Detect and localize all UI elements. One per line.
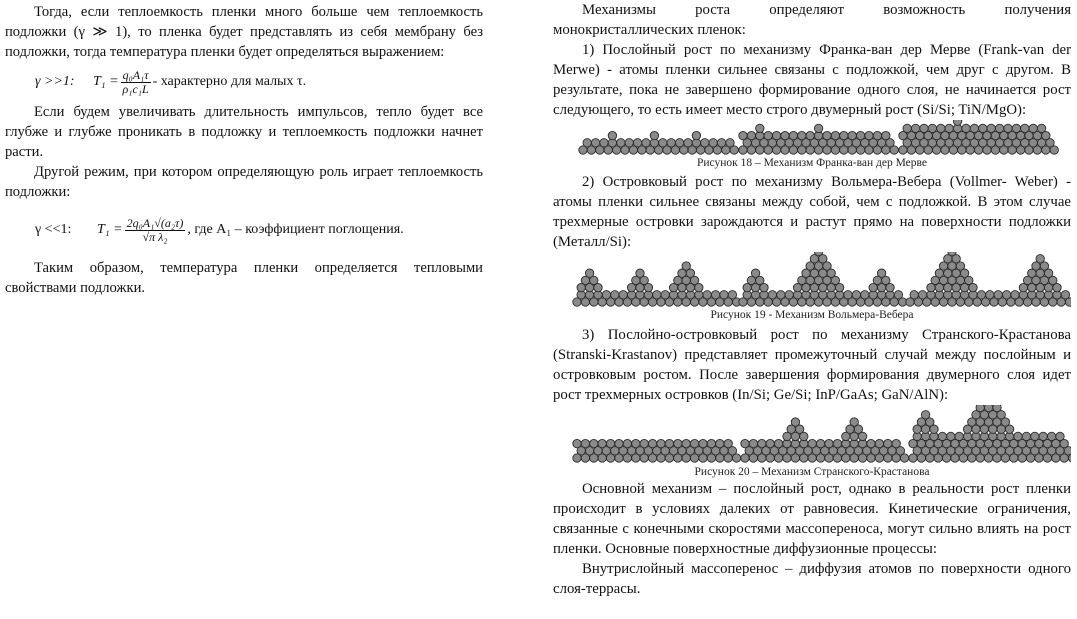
atom — [717, 139, 725, 147]
formula-gamma-large — [5, 62, 483, 102]
atom — [918, 291, 926, 299]
atom — [636, 269, 644, 277]
atom — [976, 405, 984, 412]
atom — [623, 439, 631, 447]
atom — [674, 439, 682, 447]
formula-condition: γ >>1: — [35, 74, 75, 89]
figure-caption: Рисунок 18 – Механизм Франка-ван дер Мерве — [696, 157, 928, 169]
atom — [600, 139, 608, 147]
atom — [659, 139, 667, 147]
atom — [1039, 432, 1047, 440]
atom — [617, 139, 625, 147]
atom — [602, 291, 610, 299]
atom — [977, 291, 985, 299]
atom — [682, 439, 690, 447]
atom — [995, 124, 1003, 132]
paragraph: 2) Островковый рост по механизму Вольмера-Вебера (Vollmer- Weber) - атомы пленки сильнее связаны между собой, чем с подложкой. В этом случае трехмерные островки зарождаются и растут прямо на поверхности подложки (Металл/Si): — [553, 174, 1071, 250]
atom — [766, 439, 774, 447]
atom — [749, 439, 757, 447]
atom — [581, 439, 589, 447]
atom — [814, 124, 822, 132]
atom — [1002, 291, 1010, 299]
atom — [583, 139, 591, 147]
atom — [720, 291, 728, 299]
atom — [590, 439, 598, 447]
atom — [1014, 432, 1022, 440]
fraction-numerator: 2q₀A₁√(a₂τ) — [126, 215, 184, 230]
atom — [1012, 124, 1020, 132]
atom — [1011, 291, 1019, 299]
atom — [861, 291, 869, 299]
atom — [1031, 432, 1039, 440]
atom — [675, 139, 683, 147]
atom — [911, 124, 919, 132]
atom — [724, 439, 732, 447]
atom — [816, 439, 824, 447]
atom — [806, 131, 814, 139]
atom — [709, 139, 717, 147]
atom — [573, 439, 581, 447]
atom — [772, 131, 780, 139]
paragraph: Основной механизм – послойный рост, однако в реальности рост пленки происходит в условиях далеких от равновесия. Кинетические ограничения, связанные с конечными скоростями массопереноса, могут сильно влиять на рост пленки. Основные поверхностные диффузионные процессы: — [553, 481, 1071, 557]
figure-caption: Рисунок 19 - Механизм Вольмера-Вебера — [710, 309, 914, 321]
atom — [615, 439, 623, 447]
atom — [640, 439, 648, 447]
atom — [823, 131, 831, 139]
atom — [699, 439, 707, 447]
figure-volmer-weber — [553, 252, 1071, 308]
formula-tail: , где A₁ – коэффициент поглощения. — [187, 222, 404, 237]
atom — [661, 291, 669, 299]
atom — [1056, 432, 1064, 440]
atom — [1029, 124, 1037, 132]
atom — [984, 405, 992, 412]
atom — [789, 131, 797, 139]
paragraph: 3) Послойно-островковый рост по механизму Странского-Крастанова (Stranski-Krastanov) представляет промежуточный случай между послойным и островковым ростом. После завершения формирования двумерного слоя идет рост трехмерных островков (In/Si; Ge/Si; InP/GaAs; GaN/AlN): — [553, 327, 1071, 403]
atom — [785, 291, 793, 299]
formula-fraction — [121, 69, 151, 96]
atom — [711, 291, 719, 299]
atom — [894, 291, 902, 299]
atom — [684, 139, 692, 147]
atom — [642, 139, 650, 147]
fraction-numerator: q₀A₁τ — [122, 67, 149, 82]
atom — [910, 291, 918, 299]
atom — [979, 124, 987, 132]
formula-condition: γ <<1: — [35, 222, 72, 237]
paragraph: Таким образом, температура пленки определяется тепловыми свойствами подложки. — [5, 260, 483, 296]
atom — [777, 291, 785, 299]
atom — [690, 439, 698, 447]
atom — [867, 439, 875, 447]
formula-gamma-small — [5, 202, 483, 258]
left-column — [5, 0, 483, 298]
atom — [682, 262, 690, 270]
atom — [728, 291, 736, 299]
atom — [920, 124, 928, 132]
formula-lhs: T₁ = — [97, 222, 123, 237]
atom — [884, 439, 892, 447]
atom — [882, 131, 890, 139]
atom — [701, 139, 709, 147]
atom — [1004, 124, 1012, 132]
atom — [875, 439, 883, 447]
atom — [774, 439, 782, 447]
atom — [781, 131, 789, 139]
formula-tail: - характерно для малых τ. — [152, 74, 307, 89]
atom — [928, 124, 936, 132]
atom — [608, 131, 616, 139]
atom — [791, 418, 799, 426]
atom — [657, 439, 665, 447]
atom — [955, 432, 963, 440]
atom — [764, 131, 772, 139]
atom — [970, 124, 978, 132]
atom — [808, 439, 816, 447]
atom — [650, 131, 658, 139]
paragraph: 1) Послойный рост по механизму Франка-ван дер Мерве (Frank-van der Merwe) - атомы пленки сильнее связаны с подложкой, чем друг с другом. В результате, пока не завершено формирование одного слоя, не начинается рост следующего, то есть имеет место строго двумерный рост (Si/Si; TiN/MgO): — [553, 42, 1071, 118]
atom — [831, 131, 839, 139]
fraction-denominator: √π λ₂ — [142, 229, 168, 244]
atom — [751, 269, 759, 277]
atom — [848, 131, 856, 139]
atom — [625, 139, 633, 147]
atom — [852, 291, 860, 299]
atom — [633, 139, 641, 147]
paragraph: Тогда, если теплоемкость пленки много больше чем теплоемкость подложки (γ ≫ 1), то пленка будет представлять из себя мембрану без подложки, тогда температура пленки будет определяться выражением: — [5, 4, 483, 60]
atom — [747, 131, 755, 139]
atom — [653, 291, 661, 299]
atom — [632, 439, 640, 447]
fraction-denominator: ρ₁c₁L — [122, 81, 149, 96]
atom — [903, 124, 911, 132]
formula-fraction — [125, 217, 186, 244]
atom — [937, 124, 945, 132]
atom — [648, 439, 656, 447]
paragraph: Если будем увеличивать длительность импульсов, тепло будет все глубже и глубже проникать в подложку и теплоемкость подложки начнет расти. — [5, 104, 483, 160]
atom — [667, 139, 675, 147]
atom — [856, 131, 864, 139]
atom — [1022, 432, 1030, 440]
atom — [962, 124, 970, 132]
atom — [703, 291, 711, 299]
atom — [707, 439, 715, 447]
atom — [986, 291, 994, 299]
formula-lhs: T₁ = — [93, 74, 119, 89]
atom — [873, 131, 881, 139]
atom — [947, 432, 955, 440]
atom — [850, 418, 858, 426]
atom — [938, 432, 946, 440]
figure-frank-van-der-merwe — [553, 120, 1071, 156]
atom — [994, 291, 1002, 299]
atom — [606, 439, 614, 447]
atom — [692, 131, 700, 139]
right-column — [553, 0, 1071, 599]
atom — [798, 131, 806, 139]
atom — [726, 139, 734, 147]
atom — [758, 439, 766, 447]
atom — [1061, 291, 1069, 299]
paragraph: Механизмы роста определяют возможность получения монокристаллических пленок: — [553, 2, 1071, 38]
atom — [865, 131, 873, 139]
atom — [833, 439, 841, 447]
atom — [598, 439, 606, 447]
atom — [953, 120, 961, 125]
atom — [844, 291, 852, 299]
atom — [665, 439, 673, 447]
atom — [1036, 255, 1044, 263]
figure-caption: Рисунок 20 – Механизм Странского-Крастанова — [694, 466, 930, 478]
atom — [1047, 432, 1055, 440]
atom — [768, 291, 776, 299]
atom — [993, 405, 1001, 412]
atom — [716, 439, 724, 447]
atom — [756, 124, 764, 132]
atom — [611, 291, 619, 299]
atom — [987, 124, 995, 132]
figure-stranski-krastanov — [553, 405, 1071, 465]
paragraph: Другой режим, при котором определяющую роль играет теплоемкость подложки: — [5, 164, 483, 200]
atom — [619, 291, 627, 299]
atom — [1021, 124, 1029, 132]
atom — [840, 131, 848, 139]
atom — [921, 411, 929, 419]
atom — [585, 269, 593, 277]
atom — [1037, 124, 1045, 132]
atom — [739, 131, 747, 139]
atom — [892, 439, 900, 447]
atom — [741, 439, 749, 447]
atom — [877, 269, 885, 277]
paragraph: Внутрислойный массоперенос – диффузия атомов по поверхности одного слоя-террасы. — [553, 561, 1071, 597]
atom — [825, 439, 833, 447]
atom — [945, 124, 953, 132]
atom — [591, 139, 599, 147]
